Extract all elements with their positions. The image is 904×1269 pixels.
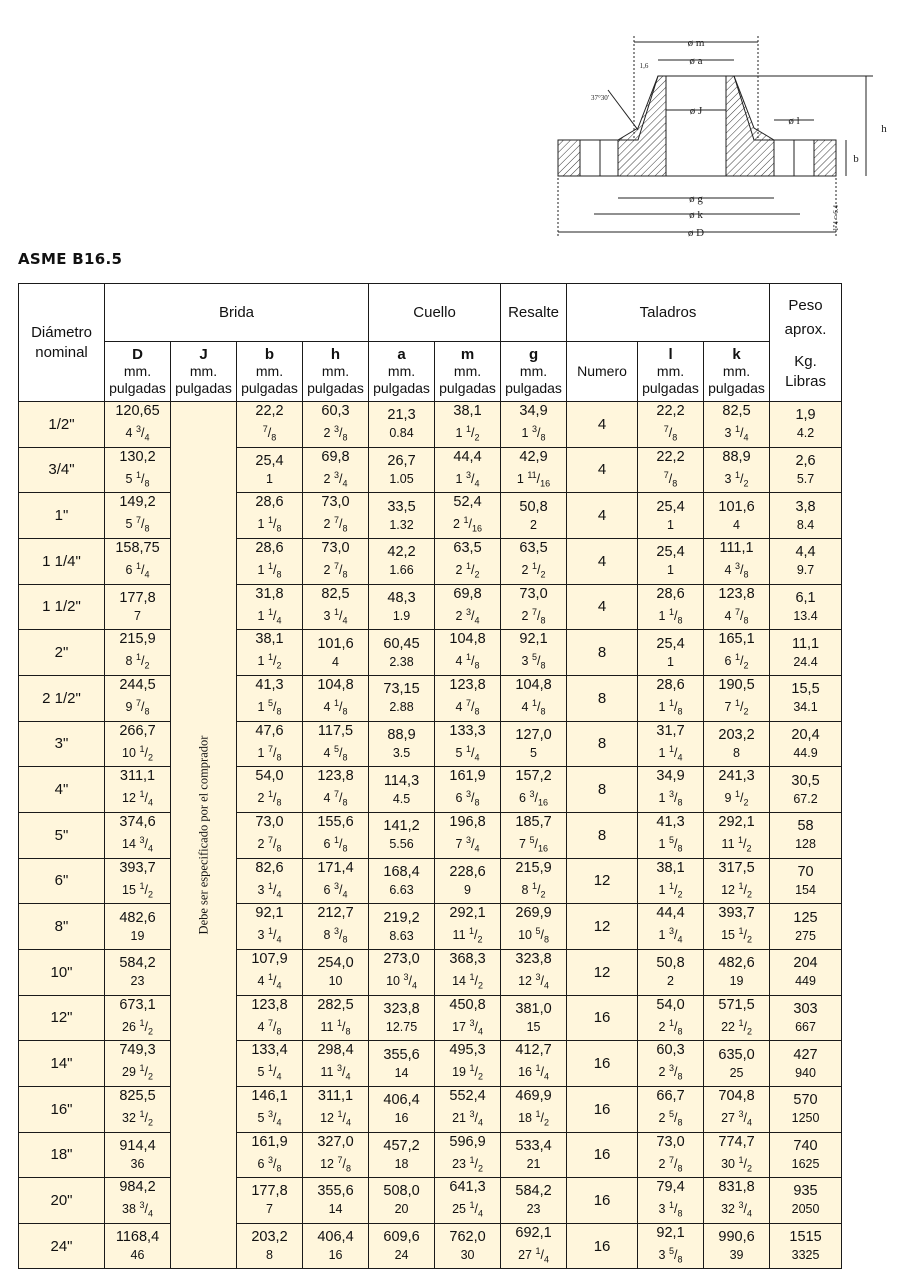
cell-m: 552,4 21 $^3/_4$ xyxy=(435,1086,501,1132)
cell-a: 406,4 16 xyxy=(369,1086,435,1132)
cell-m: 450,8 17 $^3/_4$ xyxy=(435,995,501,1041)
cell-h: 104,8 4 $^1/_8$ xyxy=(303,675,369,721)
cell-l: 34,9 1 $^3/_8$ xyxy=(638,767,704,813)
cell-b: 73,0 2 $^7/_8$ xyxy=(237,812,303,858)
cell-m: 133,3 5 $^1/_4$ xyxy=(435,721,501,767)
cell-k: 571,5 22 $^1/_2$ xyxy=(704,995,770,1041)
cell-g: 34,9 1 $^3/_8$ xyxy=(501,402,567,448)
cell-diametro: 20" xyxy=(19,1178,105,1224)
cell-k: 774,7 30 $^1/_2$ xyxy=(704,1132,770,1178)
cell-k: 292,1 11 $^1/_2$ xyxy=(704,812,770,858)
cell-diametro: 2" xyxy=(19,630,105,676)
cell-m: 495,3 19 $^1/_2$ xyxy=(435,1041,501,1087)
cell-a: 323,8 12.75 xyxy=(369,995,435,1041)
label-small: 1,6 xyxy=(639,62,649,70)
header-numero: Numero xyxy=(567,342,638,402)
cell-k: 203,2 8 xyxy=(704,721,770,767)
cell-k: 111,1 4 $^3/_8$ xyxy=(704,538,770,584)
cell-h: 171,4 6 $^3/_4$ xyxy=(303,858,369,904)
cell-numero: 12 xyxy=(567,904,638,950)
cell-numero: 16 xyxy=(567,1041,638,1087)
cell-h: 123,8 4 $^7/_8$ xyxy=(303,767,369,813)
label-raised: 1"4 = 6.4 xyxy=(832,204,840,232)
header-cuello: Cuello xyxy=(369,284,501,342)
cell-d: 244,5 9 $^7/_8$ xyxy=(105,675,171,721)
cell-d: 393,7 15 $^1/_2$ xyxy=(105,858,171,904)
cell-peso: 1,9 4.2 xyxy=(770,402,842,448)
table-row xyxy=(19,1132,842,1178)
cell-m: 38,1 1 $^1/_2$ xyxy=(435,402,501,448)
cell-m: 63,5 2 $^1/_2$ xyxy=(435,538,501,584)
cell-b: 123,8 4 $^7/_8$ xyxy=(237,995,303,1041)
cell-b: 31,8 1 $^1/_4$ xyxy=(237,584,303,630)
header-col-h: h mm. pulgadas xyxy=(303,342,369,402)
cell-g: 323,8 12 $^3/_4$ xyxy=(501,949,567,995)
cell-g: 63,5 2 $^1/_2$ xyxy=(501,538,567,584)
cell-g: 381,0 15 xyxy=(501,995,567,1041)
cell-peso: 570 1250 xyxy=(770,1086,842,1132)
cell-b: 22,2 $^7/_8$ xyxy=(237,402,303,448)
cell-h: 282,5 11 $^1/_8$ xyxy=(303,995,369,1041)
cell-d: 266,7 10 $^1/_2$ xyxy=(105,721,171,767)
cell-peso: 15,5 34.1 xyxy=(770,675,842,721)
cell-diametro: 8" xyxy=(19,904,105,950)
cell-numero: 4 xyxy=(567,447,638,493)
cell-k: 704,8 27 $^3/_4$ xyxy=(704,1086,770,1132)
cell-g: 584,2 23 xyxy=(501,1178,567,1224)
cell-diametro: 4" xyxy=(19,767,105,813)
cell-diametro: 3/4" xyxy=(19,447,105,493)
cell-g: 469,9 18 $^1/_2$ xyxy=(501,1086,567,1132)
cell-l: 92,1 3 $^5/_8$ xyxy=(638,1223,704,1269)
cell-d: 374,6 14 $^3/_4$ xyxy=(105,812,171,858)
cell-numero: 4 xyxy=(567,402,638,448)
cell-l: 38,1 1 $^1/_2$ xyxy=(638,858,704,904)
cell-h: 155,6 6 $^1/_8$ xyxy=(303,812,369,858)
cell-b: 41,3 1 $^5/_8$ xyxy=(237,675,303,721)
cell-k: 317,5 12 $^1/_2$ xyxy=(704,858,770,904)
cell-a: 114,3 4.5 xyxy=(369,767,435,813)
header-col-d: D mm. pulgadas xyxy=(105,342,171,402)
cell-a: 609,6 24 xyxy=(369,1223,435,1269)
cell-m: 44,4 1 $^3/_4$ xyxy=(435,447,501,493)
label-angle: 37°30' xyxy=(590,94,610,102)
cell-peso: 740 1625 xyxy=(770,1132,842,1178)
cell-m: 641,3 25 $^1/_4$ xyxy=(435,1178,501,1224)
label-g: ø g xyxy=(689,193,703,205)
cell-b: 28,6 1 $^1/_8$ xyxy=(237,493,303,539)
cell-k: 635,0 25 xyxy=(704,1041,770,1087)
table-row xyxy=(19,721,842,767)
cell-numero: 16 xyxy=(567,1086,638,1132)
cell-g: 269,9 10 $^5/_8$ xyxy=(501,904,567,950)
cell-l: 73,0 2 $^7/_8$ xyxy=(638,1132,704,1178)
cell-g: 215,9 8 $^1/_2$ xyxy=(501,858,567,904)
cell-g: 92,1 3 $^5/_8$ xyxy=(501,630,567,676)
cell-d: 149,2 5 $^7/_8$ xyxy=(105,493,171,539)
cell-k: 123,8 4 $^7/_8$ xyxy=(704,584,770,630)
cell-diametro: 1/2" xyxy=(19,402,105,448)
cell-d: 825,5 32 $^1/_2$ xyxy=(105,1086,171,1132)
cell-numero: 8 xyxy=(567,767,638,813)
cell-peso: 303 667 xyxy=(770,995,842,1041)
cell-a: 508,0 20 xyxy=(369,1178,435,1224)
cell-d: 584,2 23 xyxy=(105,949,171,995)
cell-peso: 30,5 67.2 xyxy=(770,767,842,813)
cell-h: 355,6 14 xyxy=(303,1178,369,1224)
cell-b: 38,1 1 $^1/_2$ xyxy=(237,630,303,676)
label-l: ø l xyxy=(788,115,800,127)
cell-m: 69,8 2 $^3/_4$ xyxy=(435,584,501,630)
cell-numero: 8 xyxy=(567,630,638,676)
cell-k: 990,6 39 xyxy=(704,1223,770,1269)
cell-m: 52,4 2 $^1/_{16}$ xyxy=(435,493,501,539)
cell-numero: 4 xyxy=(567,493,638,539)
table-row xyxy=(19,858,842,904)
cell-diametro: 5" xyxy=(19,812,105,858)
cell-l: 66,7 2 $^5/_8$ xyxy=(638,1086,704,1132)
cell-diametro: 2 1/2" xyxy=(19,675,105,721)
cell-g: 412,7 16 $^1/_4$ xyxy=(501,1041,567,1087)
cell-l: 50,8 2 xyxy=(638,949,704,995)
cell-k: 393,7 15 $^1/_2$ xyxy=(704,904,770,950)
header-col-l: l mm. pulgadas xyxy=(638,342,704,402)
cell-l: 31,7 1 $^1/_4$ xyxy=(638,721,704,767)
cell-a: 141,2 5.56 xyxy=(369,812,435,858)
cell-a: 273,0 10 $^3/_4$ xyxy=(369,949,435,995)
cell-numero: 8 xyxy=(567,812,638,858)
cell-a: 33,5 1.32 xyxy=(369,493,435,539)
cell-l: 22,2 $^7/_8$ xyxy=(638,447,704,493)
cell-h: 73,0 2 $^7/_8$ xyxy=(303,493,369,539)
cell-h: 311,1 12 $^1/_4$ xyxy=(303,1086,369,1132)
header-col-k: k mm. pulgadas xyxy=(704,342,770,402)
cell-h: 60,3 2 $^3/_8$ xyxy=(303,402,369,448)
header-peso: Peso aprox. Kg. Libras xyxy=(770,284,842,402)
cell-a: 168,4 6.63 xyxy=(369,858,435,904)
table-row xyxy=(19,493,842,539)
header-col-a: a mm. pulgadas xyxy=(369,342,435,402)
cell-k: 482,6 19 xyxy=(704,949,770,995)
table-row xyxy=(19,675,842,721)
cell-b: 47,6 1 $^7/_8$ xyxy=(237,721,303,767)
cell-l: 41,3 1 $^5/_8$ xyxy=(638,812,704,858)
cell-numero: 16 xyxy=(567,995,638,1041)
cell-m: 161,9 6 $^3/_8$ xyxy=(435,767,501,813)
cell-numero: 16 xyxy=(567,1178,638,1224)
cell-g: 185,7 7 $^5/_{16}$ xyxy=(501,812,567,858)
cell-l: 54,0 2 $^1/_8$ xyxy=(638,995,704,1041)
cell-d: 482,6 19 xyxy=(105,904,171,950)
cell-numero: 16 xyxy=(567,1132,638,1178)
cell-d: 311,1 12 $^1/_4$ xyxy=(105,767,171,813)
header-col-g: g mm. pulgadas xyxy=(501,342,567,402)
label-j: ø J xyxy=(689,105,703,117)
cell-a: 457,2 18 xyxy=(369,1132,435,1178)
table-row xyxy=(19,904,842,950)
cell-h: 298,4 11 $^3/_4$ xyxy=(303,1041,369,1087)
cell-diametro: 10" xyxy=(19,949,105,995)
cell-numero: 4 xyxy=(567,584,638,630)
cell-g: 50,8 2 xyxy=(501,493,567,539)
cell-b: 82,6 3 $^1/_4$ xyxy=(237,858,303,904)
cell-numero: 16 xyxy=(567,1223,638,1269)
cell-numero: 12 xyxy=(567,858,638,904)
cell-h: 101,6 4 xyxy=(303,630,369,676)
cell-diametro: 1" xyxy=(19,493,105,539)
cell-g: 692,1 27 $^1/_4$ xyxy=(501,1223,567,1269)
header-brida: Brida xyxy=(105,284,369,342)
cell-k: 241,3 9 $^1/_2$ xyxy=(704,767,770,813)
cell-numero: 8 xyxy=(567,721,638,767)
header-taladros: Taladros xyxy=(567,284,770,342)
cell-diametro: 3" xyxy=(19,721,105,767)
cell-d: 1168,4 46 xyxy=(105,1223,171,1269)
cell-l: 25,4 1 xyxy=(638,493,704,539)
cell-peso: 4,4 9.7 xyxy=(770,538,842,584)
table-row xyxy=(19,1086,842,1132)
cell-a: 73,15 2.88 xyxy=(369,675,435,721)
header-resalte: Resalte xyxy=(501,284,567,342)
cell-h: 117,5 4 $^5/_8$ xyxy=(303,721,369,767)
cell-b: 161,9 6 $^3/_8$ xyxy=(237,1132,303,1178)
cell-peso: 204 449 xyxy=(770,949,842,995)
cell-b: 92,1 3 $^1/_4$ xyxy=(237,904,303,950)
cell-numero: 12 xyxy=(567,949,638,995)
cell-a: 48,3 1.9 xyxy=(369,584,435,630)
cell-k: 101,6 4 xyxy=(704,493,770,539)
cell-g: 533,4 21 xyxy=(501,1132,567,1178)
cell-k: 82,5 3 $^1/_4$ xyxy=(704,402,770,448)
flange-table xyxy=(18,283,842,1269)
cell-m: 104,8 4 $^1/_8$ xyxy=(435,630,501,676)
cell-diametro: 1 1/4" xyxy=(19,538,105,584)
cell-d: 120,65 4 $^3/_4$ xyxy=(105,402,171,448)
cell-peso: 1515 3325 xyxy=(770,1223,842,1269)
cell-d: 749,3 29 $^1/_2$ xyxy=(105,1041,171,1087)
cell-peso: 6,1 13.4 xyxy=(770,584,842,630)
cell-diametro: 12" xyxy=(19,995,105,1041)
cell-a: 60,45 2.38 xyxy=(369,630,435,676)
label-b: b xyxy=(853,153,859,165)
cell-l: 44,4 1 $^3/_4$ xyxy=(638,904,704,950)
cell-h: 73,0 2 $^7/_8$ xyxy=(303,538,369,584)
header-col-j: J mm. pulgadas xyxy=(171,342,237,402)
standard-title: ASME B16.5 xyxy=(18,250,123,268)
flange-drawing xyxy=(548,28,898,244)
cell-l: 25,4 1 xyxy=(638,538,704,584)
cell-diametro: 16" xyxy=(19,1086,105,1132)
cell-peso: 3,8 8.4 xyxy=(770,493,842,539)
cell-k: 165,1 6 $^1/_2$ xyxy=(704,630,770,676)
table-row xyxy=(19,630,842,676)
table-row xyxy=(19,949,842,995)
cell-d: 130,2 5 $^1/_8$ xyxy=(105,447,171,493)
cell-m: 596,9 23 $^1/_2$ xyxy=(435,1132,501,1178)
cell-k: 190,5 7 $^1/_2$ xyxy=(704,675,770,721)
cell-h: 406,4 16 xyxy=(303,1223,369,1269)
cell-m: 368,3 14 $^1/_2$ xyxy=(435,949,501,995)
table-row xyxy=(19,767,842,813)
cell-d: 914,4 36 xyxy=(105,1132,171,1178)
cell-a: 21,3 0.84 xyxy=(369,402,435,448)
cell-b: 177,8 7 xyxy=(237,1178,303,1224)
cell-b: 133,4 5 $^1/_4$ xyxy=(237,1041,303,1087)
cell-l: 28,6 1 $^1/_8$ xyxy=(638,584,704,630)
cell-peso: 70 154 xyxy=(770,858,842,904)
j-note-text: Debe ser especificado por el comprador xyxy=(196,735,210,935)
cell-b: 25,4 1 xyxy=(237,447,303,493)
cell-b: 146,1 5 $^3/_4$ xyxy=(237,1086,303,1132)
cell-d: 158,75 6 $^1/_4$ xyxy=(105,538,171,584)
table-row xyxy=(19,538,842,584)
cell-l: 79,4 3 $^1/_8$ xyxy=(638,1178,704,1224)
cell-g: 127,0 5 xyxy=(501,721,567,767)
header-col-m: m mm. pulgadas xyxy=(435,342,501,402)
cell-g: 104,8 4 $^1/_8$ xyxy=(501,675,567,721)
cell-h: 82,5 3 $^1/_4$ xyxy=(303,584,369,630)
cell-g: 157,2 6 $^3/_{16}$ xyxy=(501,767,567,813)
cell-d: 984,2 38 $^3/_4$ xyxy=(105,1178,171,1224)
table-row xyxy=(19,447,842,493)
cell-a: 88,9 3.5 xyxy=(369,721,435,767)
label-d: ø D xyxy=(687,227,705,239)
table-row xyxy=(19,402,842,448)
cell-numero: 8 xyxy=(567,675,638,721)
cell-m: 292,1 11 $^1/_2$ xyxy=(435,904,501,950)
table-row xyxy=(19,1041,842,1087)
label-m: ø m xyxy=(687,37,705,49)
cell-a: 355,6 14 xyxy=(369,1041,435,1087)
cell-a: 42,2 1.66 xyxy=(369,538,435,584)
table-row xyxy=(19,995,842,1041)
cell-diametro: 24" xyxy=(19,1223,105,1269)
cell-b: 107,9 4 $^1/_4$ xyxy=(237,949,303,995)
cell-peso: 935 2050 xyxy=(770,1178,842,1224)
table-row xyxy=(19,584,842,630)
label-a: ø a xyxy=(689,55,703,67)
label-k: ø k xyxy=(689,209,703,221)
cell-k: 88,9 3 $^1/_2$ xyxy=(704,447,770,493)
cell-g: 73,0 2 $^7/_8$ xyxy=(501,584,567,630)
cell-peso: 20,4 44.9 xyxy=(770,721,842,767)
cell-diametro: 18" xyxy=(19,1132,105,1178)
cell-g: 42,9 1 $^{11}/_{16}$ xyxy=(501,447,567,493)
cell-d: 673,1 26 $^1/_2$ xyxy=(105,995,171,1041)
cell-b: 203,2 8 xyxy=(237,1223,303,1269)
table-row xyxy=(19,1178,842,1224)
cell-diametro: 1 1/2" xyxy=(19,584,105,630)
cell-l: 22,2 $^7/_8$ xyxy=(638,402,704,448)
table-row xyxy=(19,1223,842,1269)
cell-m: 762,0 30 xyxy=(435,1223,501,1269)
cell-k: 831,8 32 $^3/_4$ xyxy=(704,1178,770,1224)
cell-h: 69,8 2 $^3/_4$ xyxy=(303,447,369,493)
cell-m: 196,8 7 $^3/_4$ xyxy=(435,812,501,858)
cell-m: 123,8 4 $^7/_8$ xyxy=(435,675,501,721)
cell-b: 54,0 2 $^1/_8$ xyxy=(237,767,303,813)
cell-h: 327,0 12 $^7/_8$ xyxy=(303,1132,369,1178)
cell-a: 219,2 8.63 xyxy=(369,904,435,950)
cell-a: 26,7 1.05 xyxy=(369,447,435,493)
cell-peso: 2,6 5.7 xyxy=(770,447,842,493)
cell-l: 25,4 1 xyxy=(638,630,704,676)
cell-d: 177,8 7 xyxy=(105,584,171,630)
cell-diametro: 6" xyxy=(19,858,105,904)
cell-l: 28,6 1 $^1/_8$ xyxy=(638,675,704,721)
cell-m: 228,6 9 xyxy=(435,858,501,904)
cell-peso: 58 128 xyxy=(770,812,842,858)
cell-d: 215,9 8 $^1/_2$ xyxy=(105,630,171,676)
header-diametro: Diámetro nominal xyxy=(19,284,105,402)
cell-j-note xyxy=(171,402,237,1269)
cell-peso: 427 940 xyxy=(770,1041,842,1087)
cell-peso: 11,1 24.4 xyxy=(770,630,842,676)
label-h: h xyxy=(881,123,887,135)
cell-peso: 125 275 xyxy=(770,904,842,950)
cell-h: 254,0 10 xyxy=(303,949,369,995)
cell-numero: 4 xyxy=(567,538,638,584)
cell-b: 28,6 1 $^1/_8$ xyxy=(237,538,303,584)
cell-diametro: 14" xyxy=(19,1041,105,1087)
cell-h: 212,7 8 $^3/_8$ xyxy=(303,904,369,950)
table-row xyxy=(19,812,842,858)
cell-l: 60,3 2 $^3/_8$ xyxy=(638,1041,704,1087)
header-col-b: b mm. pulgadas xyxy=(237,342,303,402)
